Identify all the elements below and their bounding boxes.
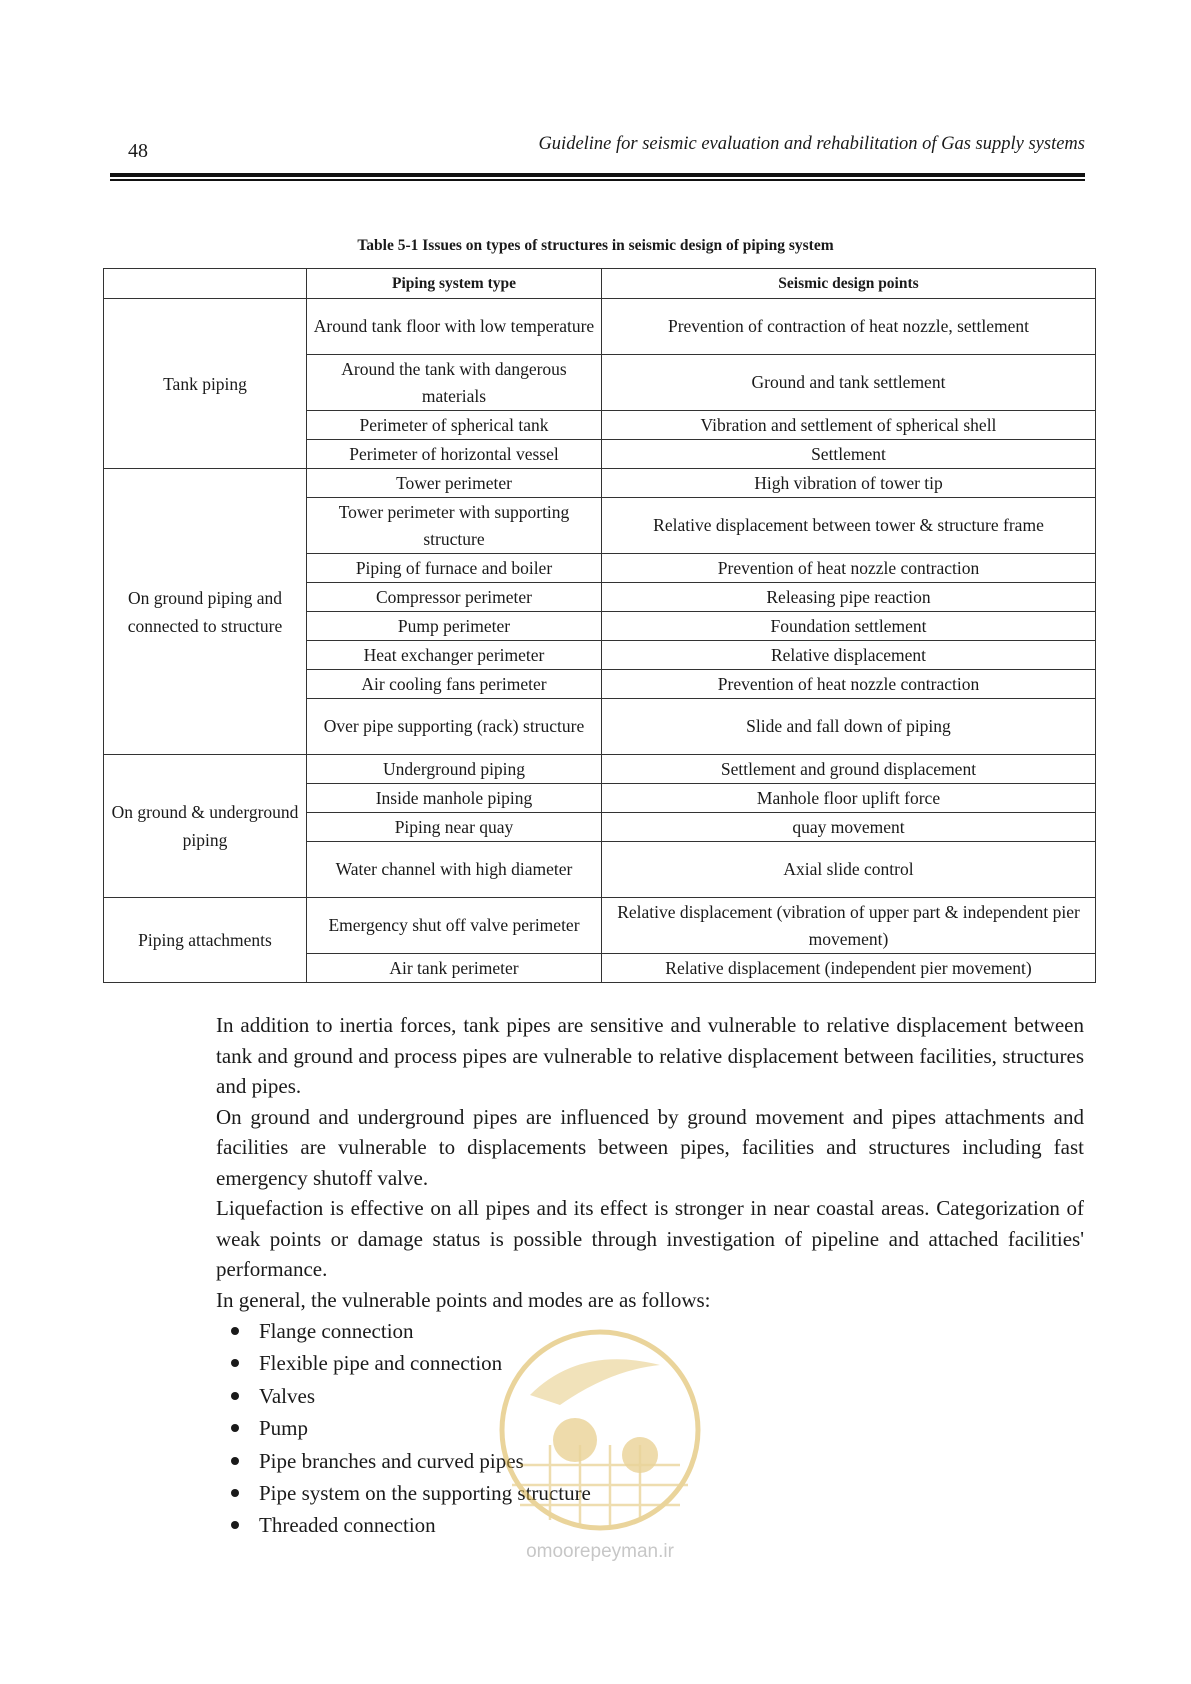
list-item-label: Threaded connection [259, 1513, 436, 1538]
table-cell: Heat exchanger perimeter [307, 641, 602, 670]
list-item-label: Pipe branches and curved pipes [259, 1448, 524, 1473]
table-row [104, 469, 1096, 498]
table-cell: Relative displacement (independent pier movement) [602, 954, 1096, 983]
table-row [104, 299, 1096, 355]
table-caption: Table 5-1 Issues on types of structures in seismic design of piping system [357, 237, 834, 254]
bullet-icon [231, 1392, 239, 1400]
bullet-icon [231, 1521, 239, 1529]
table-cell: Relative displacement between tower & structure frame [602, 498, 1096, 554]
table-cell: Air cooling fans perimeter [307, 670, 602, 699]
list-item-label: Flange connection [259, 1319, 414, 1343]
group-cell: Piping attachments [104, 898, 307, 983]
list-item-label: Pump [259, 1416, 309, 1441]
page-number: 48 [128, 140, 148, 162]
header-rule-thick [110, 173, 1085, 177]
seismic-design-table [103, 268, 1096, 983]
paragraph: On ground and underground pipes are influenced by ground movement and pipes attachments and facilities are vulnerable to displacements between pipes, facilities and structures including fast emergency shutoff valve. [216, 1104, 1084, 1190]
group-cell: On ground piping and connected to structure [104, 469, 307, 755]
table-cell: Manhole floor uplift force [602, 784, 1096, 813]
table-cell: Settlement and ground displacement [602, 755, 1096, 784]
table-cell: Tower perimeter [307, 469, 602, 498]
table-header-cell: Piping system type [307, 269, 602, 299]
list-item-label: Pipe system on the supporting structure [259, 1481, 591, 1506]
table-cell: Underground piping [307, 755, 602, 784]
table-header-row [104, 269, 1096, 299]
bullet-icon [231, 1424, 239, 1432]
table-cell: Relative displacement (vibration of upper part & independent pier movement) [602, 898, 1096, 954]
table-cell: Slide and fall down of piping [602, 699, 1096, 755]
list-item-label: Valves [259, 1383, 315, 1408]
table-cell: Prevention of heat nozzle contraction [602, 554, 1096, 583]
paragraph: Liquefaction is effective on all pipes and its effect is stronger in near coastal areas. Categorization of weak points or damage status is possible through investigation of pipeline and attached facilities' performance. [216, 1196, 1084, 1281]
running-title: Guideline for seismic evaluation and rehabilitation of Gas supply systems [538, 134, 1085, 154]
watermark-logo [490, 1325, 710, 1565]
bullet-icon [231, 1457, 239, 1465]
table-cell: Foundation settlement [602, 612, 1096, 641]
table-cell: Inside manhole piping [307, 784, 602, 813]
table-cell: Releasing pipe reaction [602, 583, 1096, 612]
paragraph: In general, the vulnerable points and modes are as follows: [216, 1287, 711, 1312]
table-cell: Settlement [602, 440, 1096, 469]
table-cell: Emergency shut off valve perimeter [307, 898, 602, 954]
table-cell: Tower perimeter with supporting structure [307, 498, 602, 554]
table-cell: quay movement [602, 813, 1096, 842]
table-cell: Around the tank with dangerous materials [307, 355, 602, 411]
table-header-cell: Seismic design points [602, 269, 1096, 299]
watermark-text: omoorepeyman.ir [526, 1541, 674, 1562]
table-cell: Prevention of contraction of heat nozzle, settlement [602, 299, 1096, 355]
table-cell: High vibration of tower tip [602, 469, 1096, 498]
table-cell: Over pipe supporting (rack) structure [307, 699, 602, 755]
table-cell: Perimeter of horizontal vessel [307, 440, 602, 469]
group-cell: On ground & underground piping [104, 755, 307, 898]
bullet-icon [231, 1489, 239, 1497]
table-cell: Axial slide control [602, 842, 1096, 898]
table-cell: Perimeter of spherical tank [307, 411, 602, 440]
table-row [104, 755, 1096, 784]
bullet-icon [231, 1359, 239, 1367]
table-row [104, 898, 1096, 954]
table-cell: Vibration and settlement of spherical shell [602, 411, 1096, 440]
paragraph: In addition to inertia forces, tank pipes are sensitive and vulnerable to relative displacement between tank and ground and process pipes are vulnerable to relative displacement between facilities, structures and pipes. [216, 1013, 1084, 1098]
table-header-cell [104, 269, 307, 299]
header-rule-thin [110, 179, 1085, 181]
list-item-label: Flexible pipe and connection [259, 1351, 503, 1376]
table-cell: Water channel with high diameter [307, 842, 602, 898]
table-cell: Air tank perimeter [307, 954, 602, 983]
table-cell: Around tank floor with low temperature [307, 299, 602, 355]
table-cell: Piping of furnace and boiler [307, 554, 602, 583]
table-cell: Relative displacement [602, 641, 1096, 670]
table-cell: Ground and tank settlement [602, 355, 1096, 411]
table-cell: Prevention of heat nozzle contraction [602, 670, 1096, 699]
table-cell: Piping near quay [307, 813, 602, 842]
table-cell: Pump perimeter [307, 612, 602, 641]
group-cell: Tank piping [104, 299, 307, 469]
table-cell: Compressor perimeter [307, 583, 602, 612]
bullet-icon [231, 1327, 239, 1335]
